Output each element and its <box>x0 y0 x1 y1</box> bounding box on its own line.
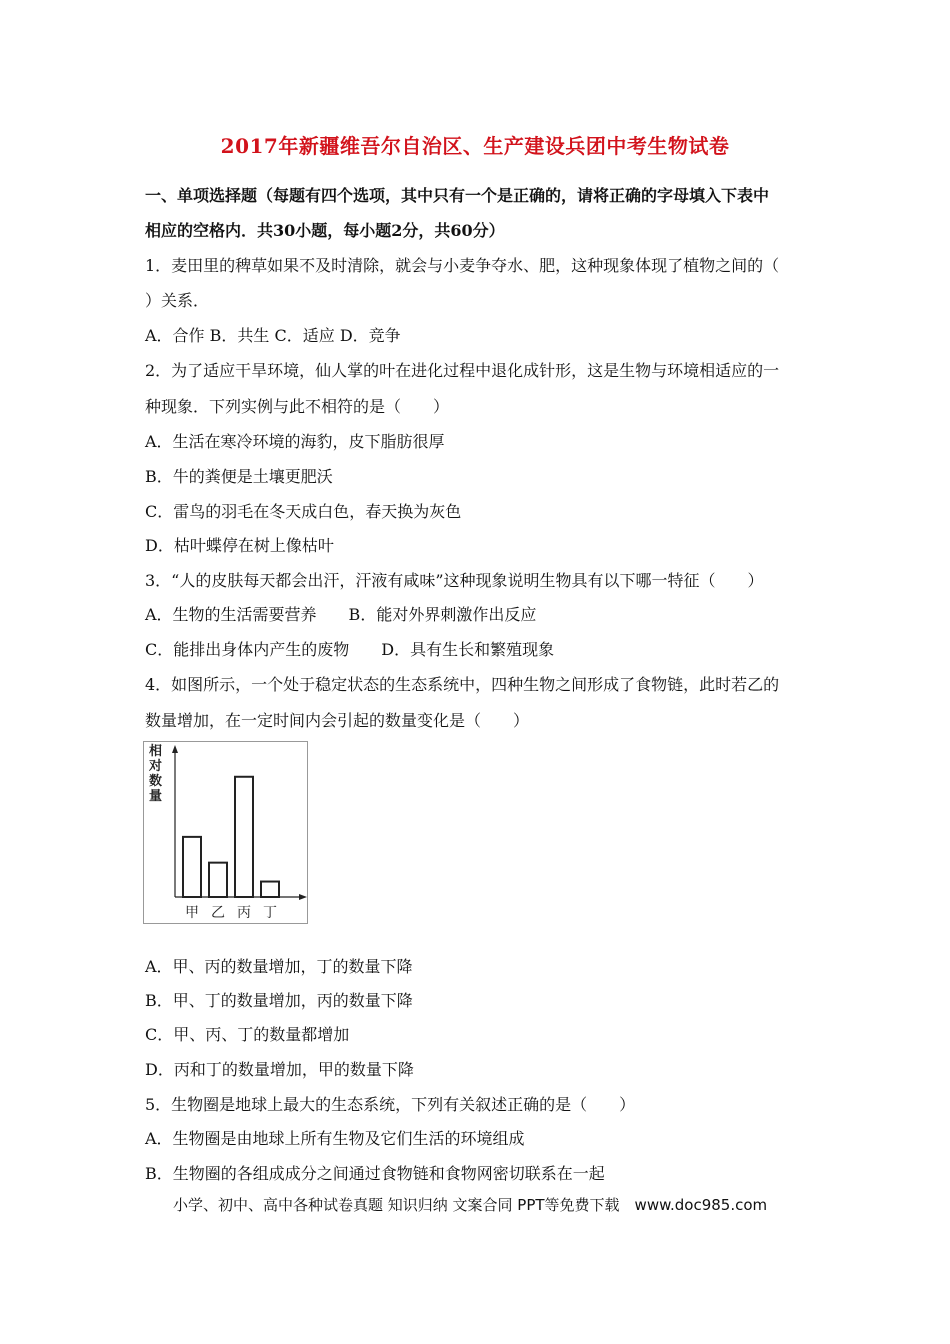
section-heading-line1: 一、单项选择题（每题有四个选项，其中只有一个是正确的，请将正确的字母填入下表中 <box>145 186 770 205</box>
question-2-option-b: B．牛的粪便是土壤更肥沃 <box>145 467 333 486</box>
page-footer: 小学、初中、高中各种试卷真题 知识归纳 文案合同 PPT等免费下载 www.doc985.com <box>173 1196 768 1214</box>
bar-丁 <box>261 882 279 897</box>
question-1-line2: ）关系． <box>145 291 210 310</box>
question-4-option-c: C．甲、丙、丁的数量都增加 <box>145 1025 350 1044</box>
x-tick-label: 甲 <box>185 905 199 921</box>
question-5-line1: 5．生物圈是地球上最大的生态系统，下列有关叙述正确的是（ ） <box>145 1095 636 1114</box>
question-5-option-a: A．生物圈是由地球上所有生物及它们生活的环境组成 <box>145 1129 525 1148</box>
x-tick-label: 丙 <box>237 905 251 921</box>
page-title: 2017年新疆维吾尔自治区、生产建设兵团中考生物试卷 <box>220 134 730 158</box>
question-2-line2: 种现象．下列实例与此不相符的是（ ） <box>145 397 450 416</box>
x-tick-label: 乙 <box>211 905 225 921</box>
x-tick-label: 丁 <box>263 905 277 921</box>
section-heading-line2: 相应的空格内．共30小题，每小题2分，共60分） <box>145 221 505 240</box>
question-4-line1: 4．如图所示，一个处于稳定状态的生态系统中，四种生物之间形成了食物链，此时若乙的 <box>145 675 780 694</box>
question-1-line1: 1．麦田里的稗草如果不及时清除，就会与小麦争夺水、肥，这种现象体现了植物之间的（ <box>145 256 780 275</box>
question-5-option-b: B．生物圈的各组成成分之间通过食物链和食物网密切联系在一起 <box>145 1164 605 1183</box>
question-4-option-d: D．丙和丁的数量增加，甲的数量下降 <box>145 1060 414 1079</box>
y-axis-arrow <box>172 745 178 753</box>
population-bar-chart <box>143 741 311 925</box>
question-3-options-cd: C．能排出身体内产生的废物 D．具有生长和繁殖现象 <box>145 640 555 659</box>
question-2-option-a: A．生活在寒冷环境的海豹，皮下脂肪很厚 <box>145 432 445 451</box>
question-4-option-b: B．甲、丁的数量增加，丙的数量下降 <box>145 991 413 1010</box>
question-2-option-d: D．枯叶蝶停在树上像枯叶 <box>145 536 334 555</box>
x-axis-arrow <box>299 894 307 900</box>
question-2-line1: 2．为了适应干旱环境，仙人掌的叶在进化过程中退化成针形，这是生物与环境相适应的一 <box>145 361 780 380</box>
bar-乙 <box>209 863 227 897</box>
y-axis-label: 相对数量 <box>149 744 163 804</box>
bar-丙 <box>235 777 253 897</box>
question-2-option-c: C．雷鸟的羽毛在冬天成白色，春天换为灰色 <box>145 502 462 521</box>
bar-甲 <box>183 837 201 897</box>
question-4-option-a: A．甲、丙的数量增加，丁的数量下降 <box>145 957 413 976</box>
question-3-options-ab: A．生物的生活需要营养 B．能对外界刺激作出反应 <box>145 605 537 624</box>
question-4-line2: 数量增加，在一定时间内会引起的数量变化是（ ） <box>145 711 530 730</box>
question-1-options: A．合作 B．共生 C．适应 D．竞争 <box>145 326 401 345</box>
question-3-line1: 3．“人的皮肤每天都会出汗，汗液有咸味”这种现象说明生物具有以下哪一特征（ ） <box>145 571 764 590</box>
